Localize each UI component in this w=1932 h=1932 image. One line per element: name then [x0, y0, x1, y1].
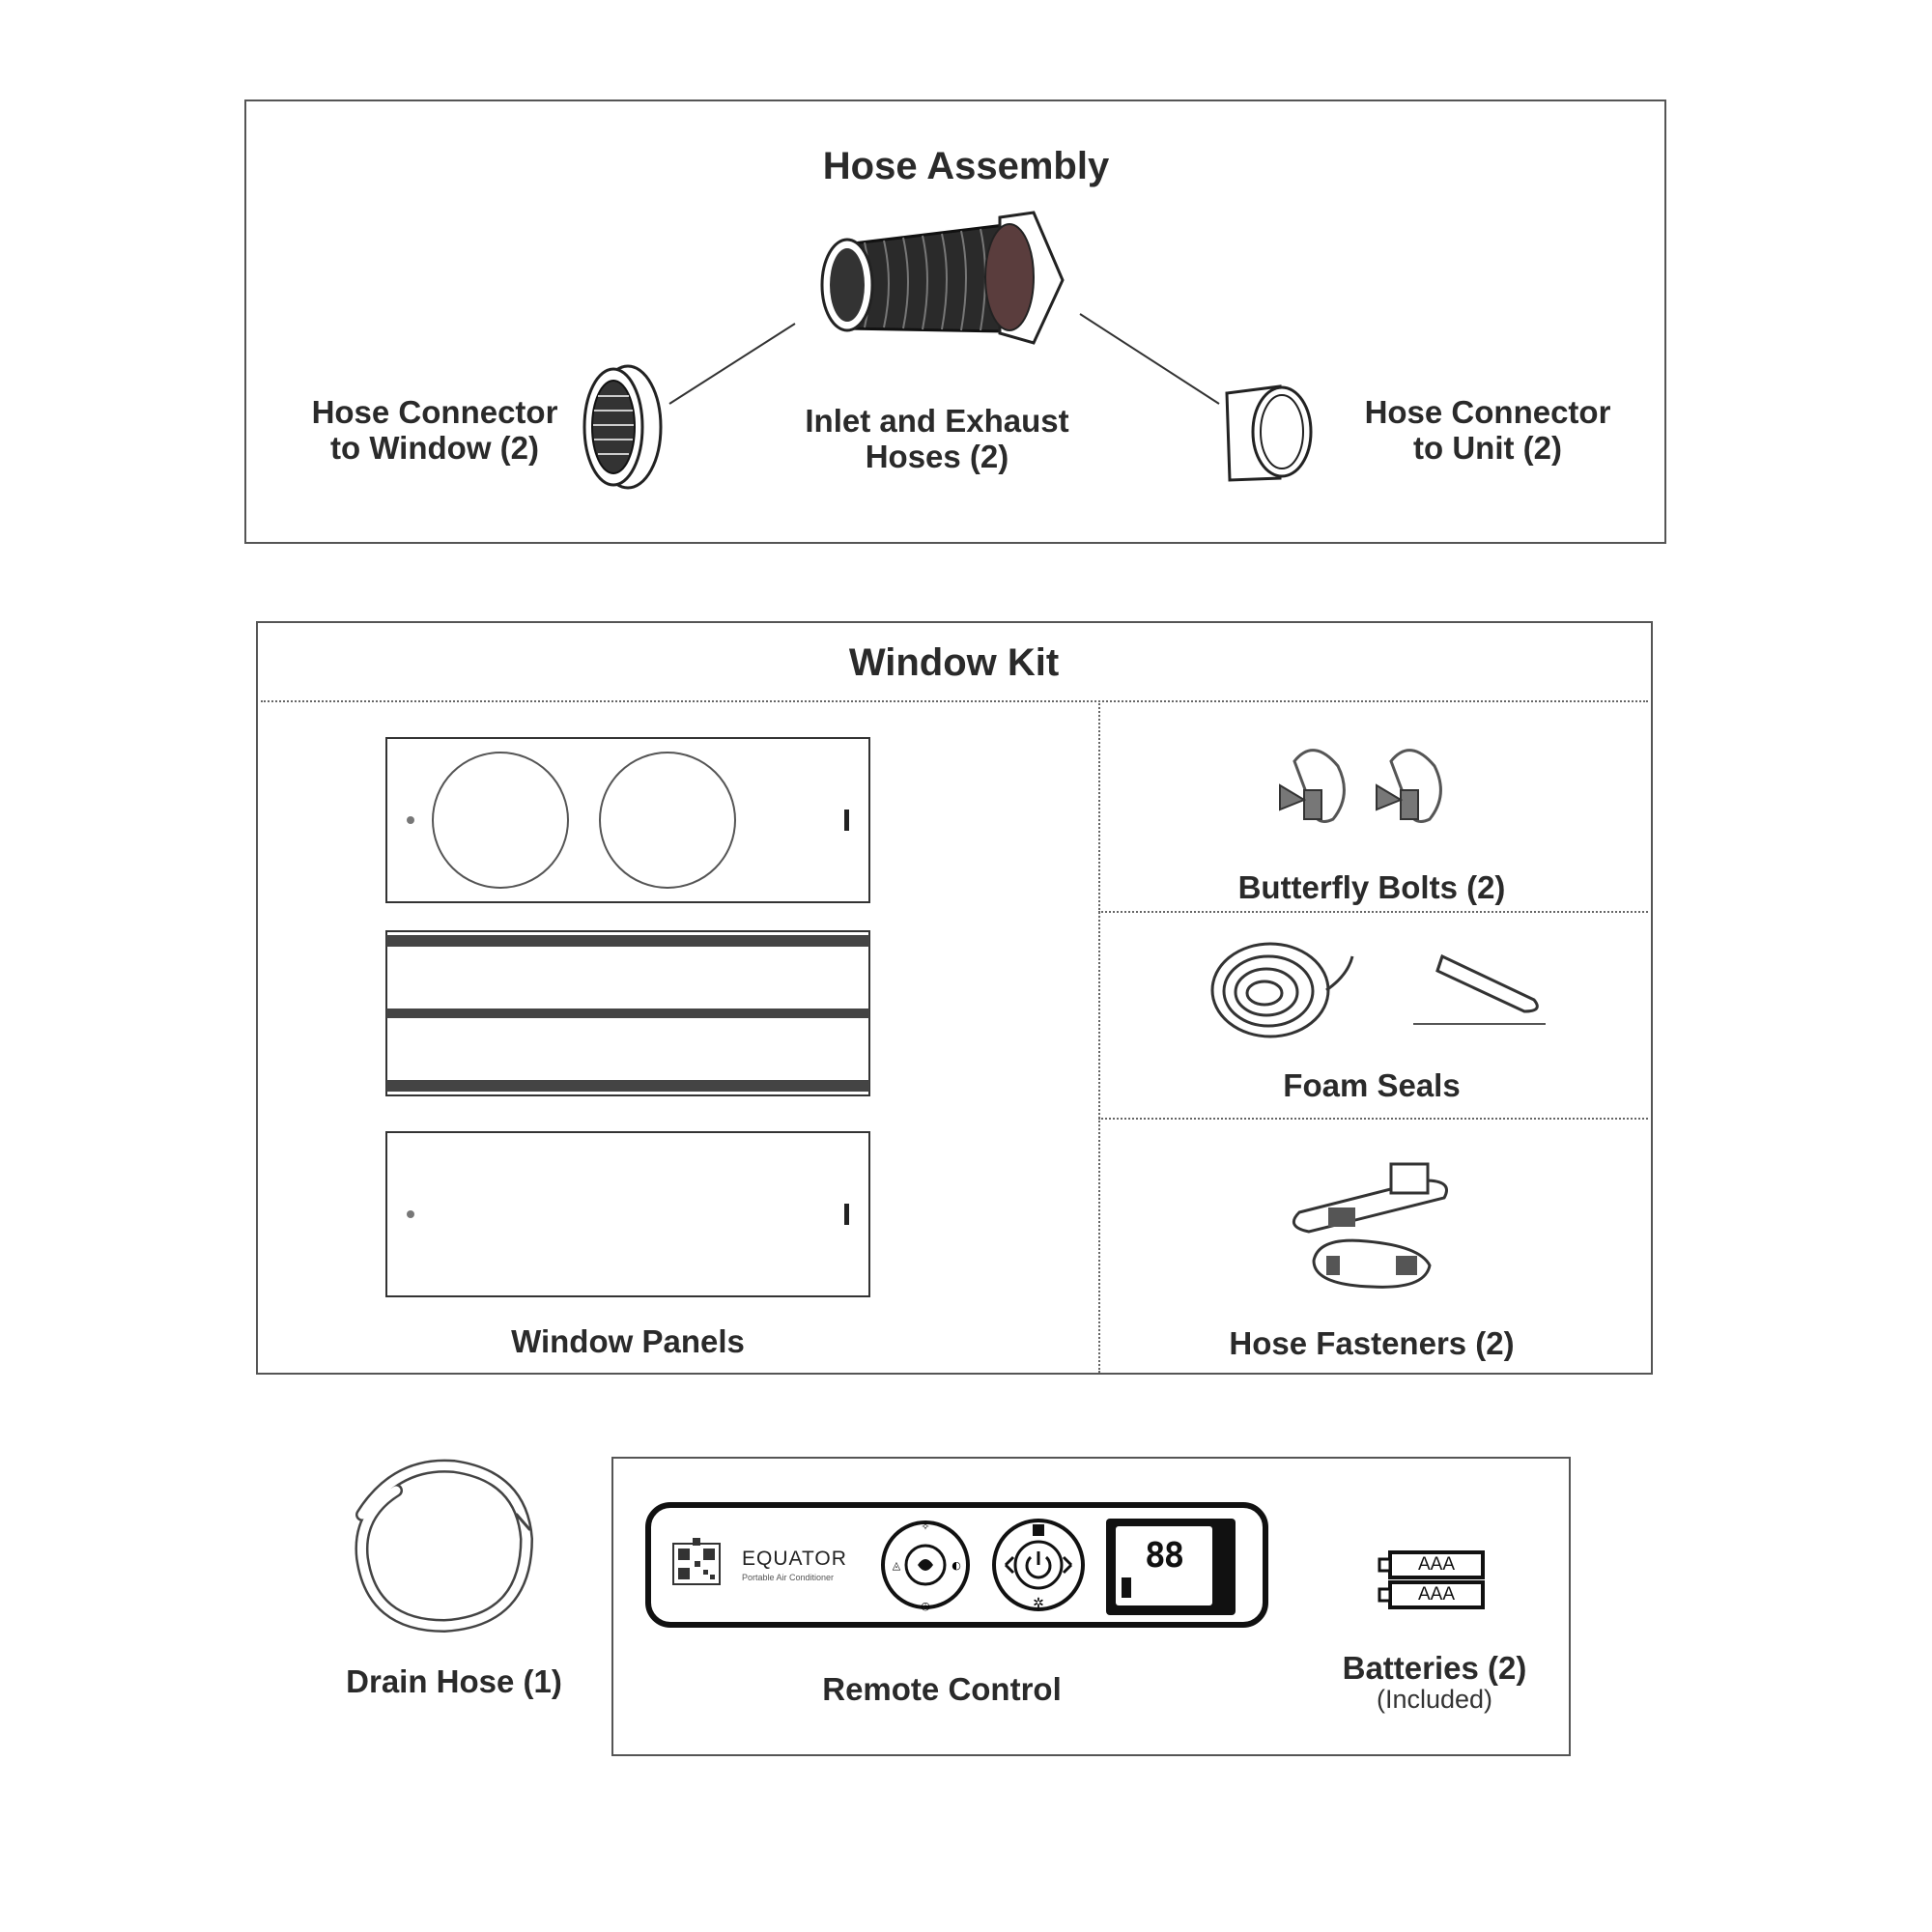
- window-kit-title-divider: [261, 700, 1648, 702]
- foam-seals-label: Foam Seals: [1283, 1067, 1461, 1103]
- window-panel-middle-icon: [384, 929, 872, 1098]
- remote-lcd-display: [1106, 1519, 1236, 1615]
- battery-2-label: AAA: [1417, 1584, 1456, 1605]
- mode-button-icon: [877, 1517, 974, 1613]
- batteries-label: Batteries (2): [1342, 1650, 1527, 1686]
- window-panels-label: Window Panels: [511, 1323, 745, 1359]
- remote-brand-subtitle: Portable Air Conditioner: [742, 1573, 835, 1582]
- svg-text:✲: ✲: [1033, 1596, 1044, 1611]
- svg-text:✧: ✧: [921, 1520, 930, 1533]
- inlet-exhaust-hoses-label: Inlet and Exhaust Hoses (2): [805, 403, 1069, 474]
- remote-brand-name: EQUATOR: [742, 1548, 847, 1570]
- svg-text:◬: ◬: [892, 1559, 901, 1572]
- remote-lcd-inner: [1116, 1526, 1212, 1605]
- hose-connector-unit-label: Hose Connector to Unit (2): [1364, 394, 1611, 466]
- remote-control-label: Remote Control: [822, 1671, 1062, 1707]
- window-panel-end-icon: [384, 1130, 872, 1299]
- batteries-included-note: (Included): [1376, 1685, 1493, 1714]
- svg-text:◷: ◷: [921, 1600, 930, 1612]
- butterfly-bolts-icon: [1275, 742, 1478, 848]
- drain-hose-label: Drain Hose (1): [346, 1663, 562, 1699]
- window-kit-column-divider: [1098, 700, 1100, 1373]
- hose-fasteners-label: Hose Fasteners (2): [1229, 1325, 1515, 1361]
- battery-1-label: AAA: [1417, 1554, 1456, 1575]
- window-kit-row-divider-2: [1098, 1118, 1648, 1120]
- hose-assembly-title: Hose Assembly: [822, 145, 1110, 187]
- hose-fasteners-icon: [1290, 1159, 1459, 1294]
- drain-hose-icon: [348, 1457, 541, 1635]
- window-panel-with-holes-icon: [384, 736, 872, 905]
- svg-text:◐: ◐: [952, 1559, 961, 1572]
- hose-connector-window-label: Hose Connector to Window (2): [311, 394, 558, 466]
- remote-lcd-digits: 88: [1145, 1536, 1183, 1576]
- foam-seal-roll-icon: [1203, 937, 1357, 1048]
- hose-assembly-leader-lines: [0, 0, 1932, 580]
- qr-code-icon: [671, 1538, 722, 1586]
- foam-seal-strip-icon: [1408, 952, 1548, 1029]
- butterfly-bolts-label: Butterfly Bolts (2): [1237, 869, 1506, 905]
- power-button-icon: [988, 1515, 1089, 1615]
- remote-lcd-level-bars: [1122, 1569, 1131, 1598]
- window-kit-row-divider-1: [1098, 911, 1648, 913]
- window-kit-title: Window Kit: [848, 641, 1060, 684]
